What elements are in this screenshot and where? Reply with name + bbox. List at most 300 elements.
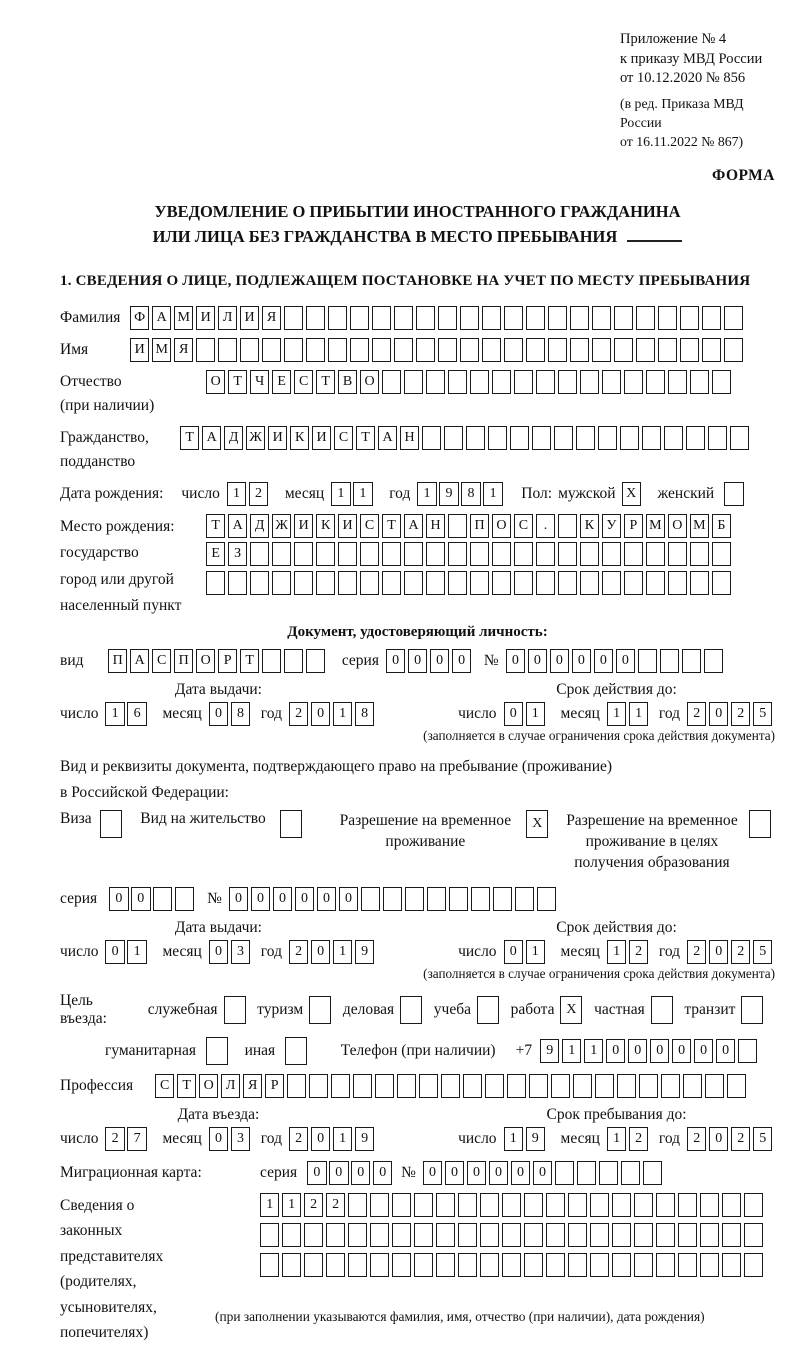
form-cell [360,542,379,566]
purpose-study-checkbox [477,996,502,1024]
doc-series-cells [386,649,474,673]
form-cell [338,542,357,566]
form-title-line1: УВЕДОМЛЕНИЕ О ПРИБЫТИИ ИНОСТРАННОГО ГРАЖДАНИНА [154,201,681,221]
form-cell [702,306,721,330]
form-cell [272,542,291,566]
entry-day-cells [105,1127,149,1151]
purpose-business-checkbox [400,996,425,1024]
form-cell [712,571,731,595]
form-cell [306,649,325,673]
form-cell [730,426,749,450]
form-cell: И [240,306,259,330]
form-cell: 0 [423,1161,442,1185]
form-cell [658,338,677,362]
form-cell [724,306,743,330]
form-cell: И [338,514,357,538]
representatives-line1 [260,1193,766,1217]
form-cell: Ж [246,426,265,450]
patronymic-row [60,370,775,418]
form-cell [375,1074,394,1098]
form-cell [463,1074,482,1098]
form-cell: 0 [109,887,128,911]
form-cell: 0 [105,940,124,964]
form-cell [284,649,303,673]
form-cell [570,338,589,362]
form-cell: Р [218,649,237,673]
form-cell [558,571,577,595]
form-cell [646,542,665,566]
form-cell [404,542,423,566]
representatives-block [60,1193,775,1346]
form-cell: 1 [584,1039,603,1063]
sex-label: Пол: [521,484,553,502]
form-cell [416,306,435,330]
citizenship-row [60,426,775,474]
form-cell: С [152,649,171,673]
migration-card-row [60,1161,775,1185]
form-cell: С [334,426,353,450]
form-cell: Б [712,514,731,538]
form-cell [724,338,743,362]
form-cell: 2 [304,1193,323,1217]
form-cell [639,1074,658,1098]
entry-purpose-label: Цель въезда: [60,991,107,1027]
form-cell [598,426,617,450]
form-cell [548,306,567,330]
form-cell: 2 [105,1127,124,1151]
phone-label: Телефон (при наличии) [340,1041,496,1059]
form-cell [502,1253,521,1277]
form-cell [392,1193,411,1217]
given-name-cells [130,338,746,362]
form-cell: Ж [272,514,291,538]
form-cell: С [155,1074,174,1098]
form-cell [250,571,269,595]
form-cell [458,1253,477,1277]
form-cell: К [316,514,335,538]
form-cell [651,996,673,1024]
form-cell [744,1253,763,1277]
migration-card-label: Миграционная карта: [60,1163,202,1181]
citizenship-cells [180,426,752,450]
form-cell [438,338,457,362]
form-cell [595,1074,614,1098]
form-cell [744,1193,763,1217]
form-cell: 9 [355,1127,374,1151]
form-cell [448,542,467,566]
form-cell: Н [426,514,445,538]
form-cell: 0 [373,1161,392,1185]
form-cell [722,1193,741,1217]
form-cell: А [228,514,247,538]
phone-prefix: +7 [515,1041,533,1059]
form-cell [492,571,511,595]
form-cell: 0 [550,649,569,673]
purpose-business: деловая [343,996,425,1024]
header-amendment [620,94,775,151]
form-cell [722,1223,741,1247]
form-cell [546,1223,565,1247]
migration-series-cells [307,1161,395,1185]
form-cell [668,542,687,566]
birth-day-cells [227,482,271,506]
issue-year-cells [289,702,377,726]
residence-doc-series-row [60,887,775,911]
purpose-other-checkbox [285,1037,310,1065]
form-cell: 0 [672,1039,691,1063]
entry-purpose-row2 [105,1037,775,1065]
patronymic-cells [206,370,734,394]
form-cell: 0 [506,649,525,673]
form-cell [316,542,335,566]
form-cell [153,887,172,911]
purpose-work-checkbox [560,996,585,1024]
form-cell: 7 [127,1127,146,1151]
form-cell [328,338,347,362]
form-cell: 2 [326,1193,345,1217]
valid-until-title: Срок действия до: [556,680,677,698]
form-cell: М [646,514,665,538]
header-line: (в ред. Приказа МВД России [620,95,744,130]
form-cell: У [602,514,621,538]
form-cell: Т [228,370,247,394]
identity-doc-title: Документ, удостоверяющий личность: [287,623,548,640]
representatives-cells [215,1193,766,1329]
form-cell [470,370,489,394]
form-cell: 0 [504,702,523,726]
form-cell: 1 [260,1193,279,1217]
profession-row [60,1074,775,1098]
visa-checkbox [100,810,125,838]
migration-number-label: № [401,1163,416,1181]
form-cell [350,306,369,330]
form-cell [507,1074,526,1098]
form-cell [642,426,661,450]
form-cell [700,1223,719,1247]
purpose-study: учеба [434,996,502,1024]
form-cell: 2 [289,1127,308,1151]
form-cell [678,1253,697,1277]
form-cell: 0 [295,887,314,911]
form-cell: 1 [483,482,502,506]
form-cell: 6 [127,702,146,726]
form-cell: 0 [273,887,292,911]
temp-residence-checkbox [526,810,551,838]
form-cell [240,338,259,362]
form-cell [705,1074,724,1098]
form-cell: 5 [753,702,772,726]
birth-place-line2 [206,542,734,566]
form-cell: И [196,306,215,330]
form-cell [260,1223,279,1247]
form-cell [360,571,379,595]
form-cell [638,649,657,673]
form-cell [458,1223,477,1247]
form-cell [546,1253,565,1277]
form-cell: 2 [731,702,750,726]
form-cell: 2 [687,940,706,964]
form-cell [438,306,457,330]
form-cell: 0 [467,1161,486,1185]
form-cell [309,996,331,1024]
residence-number-cells [229,887,559,911]
form-cell: 0 [131,887,150,911]
form-cell [441,1074,460,1098]
form-cell [348,1253,367,1277]
form-cell [580,542,599,566]
birth-place-label: Место рождения: государство город или другой населенный пункт [60,517,182,614]
form-cell [658,306,677,330]
form-cell [727,1074,746,1098]
form-cell [404,571,423,595]
form-cell [436,1193,455,1217]
form-cell [646,571,665,595]
form-cell [426,370,445,394]
form-cell: 1 [504,1127,523,1151]
form-cell [661,1074,680,1098]
purpose-official: служебная [148,996,248,1024]
form-cell: Ч [250,370,269,394]
form-cell: 1 [607,702,626,726]
representatives-note: (при заполнении указываются фамилия, имя, отчество (при наличии), дата рождения) [215,1308,705,1324]
form-cell [537,887,556,911]
given-name-row [60,338,775,362]
form-cell: 1 [629,702,648,726]
form-cell: Я [174,338,193,362]
form-cell [620,426,639,450]
form-cell [524,1223,543,1247]
form-cell [294,542,313,566]
option-visa: Виза [60,810,124,838]
form-cell [682,649,701,673]
form-cell [419,1074,438,1098]
form-cell [683,1074,702,1098]
form-cell: М [152,338,171,362]
form-cell [536,542,555,566]
form-cell: 0 [694,1039,713,1063]
form-cell: З [228,542,247,566]
residence-doc-intro: Вид и реквизиты документа, подтверждающего право на пребывание (проживание) в Российской Федерации: [60,757,613,801]
birth-place-cells [206,514,734,600]
form-cell: X [526,810,548,838]
form-cell: 9 [355,940,374,964]
residence-valid-month-cells [607,940,651,964]
form-cell [287,1074,306,1098]
purpose-private-checkbox [651,996,676,1024]
form-cell: 0 [606,1039,625,1063]
form-cell [551,1074,570,1098]
representatives-line2 [260,1223,766,1247]
header-line: Приложение № 4 [620,31,727,47]
purpose-tourism: туризм [257,996,334,1024]
form-cell [646,370,665,394]
form-cell [361,887,380,911]
form-cell [492,542,511,566]
form-cell [502,1193,521,1217]
form-cell: С [294,370,313,394]
form-cell: С [360,514,379,538]
form-cell [712,542,731,566]
form-cell [656,1253,675,1277]
form-cell [634,1253,653,1277]
form-cell: 0 [616,649,635,673]
entry-purpose-row1 [60,992,775,1028]
form-cell: 0 [489,1161,508,1185]
form-cell: П [108,649,127,673]
form-cell [592,338,611,362]
form-cell: К [580,514,599,538]
form-cell: 0 [452,649,471,673]
form-cell: 0 [307,1161,326,1185]
form-cell: А [130,649,149,673]
form-cell [326,1253,345,1277]
form-title [60,199,775,249]
form-cell [749,810,771,838]
form-cell [524,1253,543,1277]
form-cell [350,338,369,362]
form-cell [224,996,246,1024]
valid-until-col: Срок действия до: число 0 1 месяц 1 1 год 2 0 2 5 [458,681,775,726]
form-cell [382,370,401,394]
form-cell [306,306,325,330]
form-cell [700,1193,719,1217]
form-cell [470,571,489,595]
residence-series-cells [109,887,197,911]
form-cell: 0 [209,940,228,964]
form-cell [206,1037,228,1065]
form-cell [568,1253,587,1277]
form-cell [294,571,313,595]
form-cell: 0 [386,649,405,673]
form-cell [502,1223,521,1247]
form-cell [372,306,391,330]
form-cell [555,1161,574,1185]
birth-place-line3 [206,571,734,595]
residence-issue-year-cells [289,940,377,964]
form-cell: 0 [311,940,330,964]
form-cell: 1 [526,702,545,726]
form-cell [680,338,699,362]
form-cell: А [378,426,397,450]
form-cell [416,338,435,362]
form-cell: 0 [504,940,523,964]
residence-issue-day-cells [105,940,149,964]
form-cell: 1 [333,702,352,726]
form-cell: Т [356,426,375,450]
form-cell [660,649,679,673]
form-cell: 0 [408,649,427,673]
form-cell [444,426,463,450]
form-cell [282,1223,301,1247]
form-cell [262,649,281,673]
birth-year-cells [417,482,505,506]
form-cell: О [196,649,215,673]
form-cell: 0 [709,940,728,964]
form-cell [558,542,577,566]
form-cell [678,1223,697,1247]
form-cell: 0 [716,1039,735,1063]
form-cell [554,426,573,450]
form-cell: 2 [629,940,648,964]
form-cell [470,542,489,566]
form-cell [573,1074,592,1098]
form-cell [590,1253,609,1277]
form-cell [228,571,247,595]
form-cell: Н [400,426,419,450]
form-cell [568,1193,587,1217]
purpose-work: работа X [511,996,586,1024]
issue-date-title: Дата выдачи: [174,680,262,698]
form-cell: М [690,514,709,538]
form-cell [708,426,727,450]
form-cell [712,370,731,394]
residence-series-label: серия [60,889,98,907]
form-cell [617,1074,636,1098]
form-cell [668,370,687,394]
birth-date-label: Дата рождения: [60,484,164,502]
form-cell [382,571,401,595]
residence-doc-options [60,810,775,873]
form-cell [548,338,567,362]
form-cell [614,338,633,362]
entry-date-col: Дата въезда: число 2 7 месяц 0 3 год 2 0 1 9 [60,1106,377,1151]
issue-date-col: Дата выдачи: число 1 6 месяц 0 8 год 2 0 1 8 [60,681,377,726]
migration-series-label: серия [260,1163,298,1181]
form-cell: 1 [333,1127,352,1151]
form-cell [590,1193,609,1217]
header-reference [620,30,775,151]
form-cell [602,370,621,394]
form-cell [724,482,743,506]
form-cell: 0 [533,1161,552,1185]
form-cell [485,1074,504,1098]
form-cell: 9 [540,1039,559,1063]
form-cell [414,1253,433,1277]
form-cell [480,1223,499,1247]
form-cell [636,306,655,330]
form-cell: Т [240,649,259,673]
year-label: год [389,484,411,502]
form-cell [370,1193,389,1217]
form-cell: 2 [687,1127,706,1151]
stay-until-col: Срок пребывания до: число 1 9 месяц 1 2 год 2 0 2 5 [458,1106,775,1151]
valid-month-cells [607,702,651,726]
form-cell: 2 [289,940,308,964]
form-cell [218,338,237,362]
form-cell: 1 [333,940,352,964]
residence-issue-col: Дата выдачи: число 0 1 месяц 0 3 год 2 0 1 9 [60,919,377,964]
form-cell: 0 [572,649,591,673]
form-cell [524,1193,543,1217]
form-cell [436,1223,455,1247]
form-cell: 0 [511,1161,530,1185]
form-cell [532,426,551,450]
section1-title: 1. СВЕДЕНИЯ О ЛИЦЕ, ПОДЛЕЖАЩЕМ ПОСТАНОВКЕ НА УЧЕТ ПО МЕСТУ ПРЕБЫВАНИЯ [60,272,751,289]
form-cell: 0 [709,702,728,726]
form-cell [250,542,269,566]
form-cell [306,338,325,362]
form-cell: 0 [329,1161,348,1185]
form-cell [510,426,529,450]
form-cell: Т [316,370,335,394]
form-cell [690,370,709,394]
form-cell [477,996,499,1024]
form-cell: 9 [439,482,458,506]
form-cell [592,306,611,330]
form-cell: 8 [461,482,480,506]
representatives-label: Сведения о законных представителях (родителях, усыновителях, попечителях) [60,1196,164,1341]
form-cell: Л [218,306,237,330]
